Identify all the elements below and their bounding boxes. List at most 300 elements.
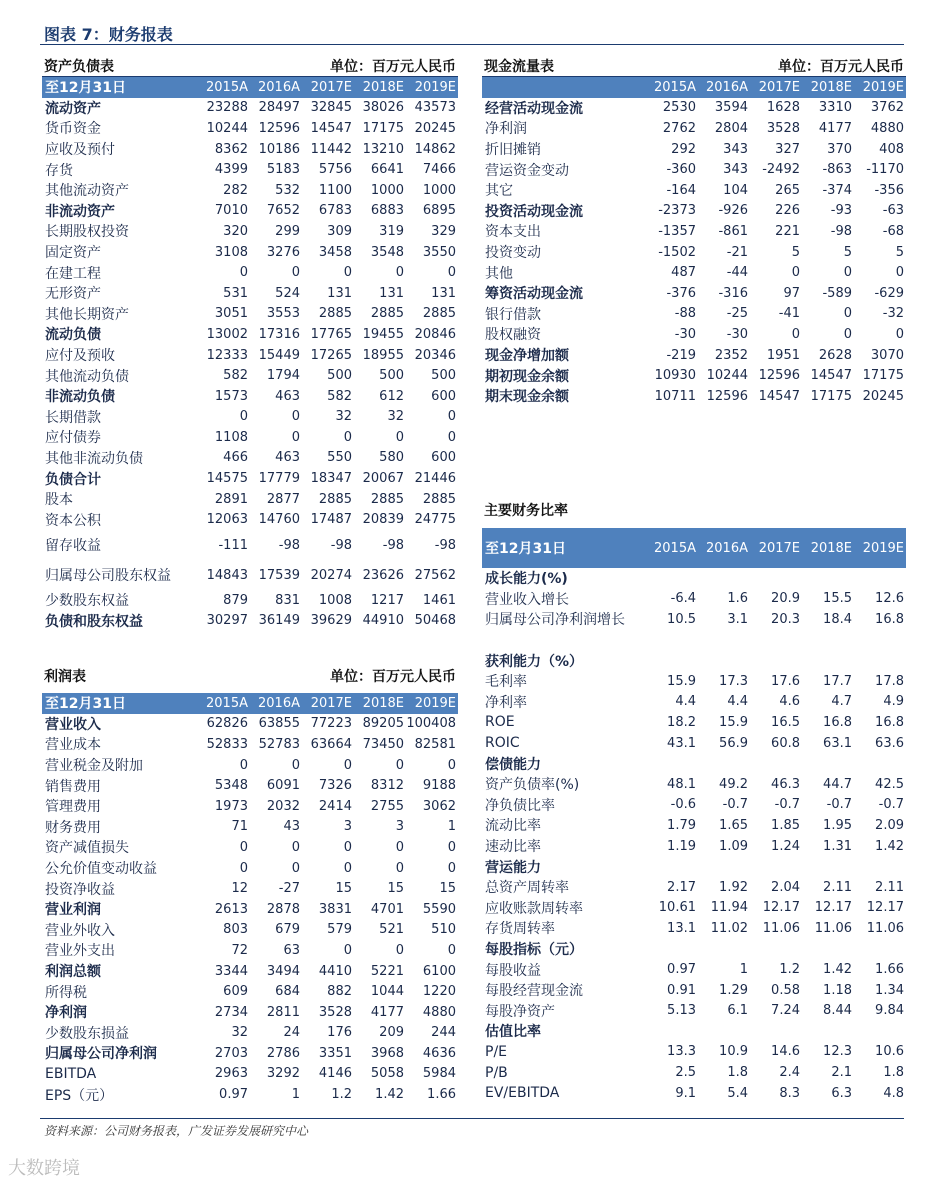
cell-value: 14547 [758,388,800,404]
cell-value: 15 [335,881,352,897]
cell-value: 3594 [714,100,748,116]
cell-value: -98 [830,223,852,239]
table-row [482,774,906,795]
row-label: 折旧摊销 [485,142,541,159]
cell-value: -0.7 [774,797,800,813]
cell-value: 77223 [310,716,352,732]
table-row [42,1064,458,1085]
cell-value: 3 [395,819,404,835]
ratios-table [482,528,906,1103]
table-row [42,180,458,201]
table-row [482,959,906,980]
cell-value: 39629 [310,613,352,629]
cell-value: -164 [666,182,696,198]
cell-value [698,939,750,960]
table-row [42,940,458,961]
cell-value: 1044 [370,984,404,1000]
cell-value: 0 [395,757,404,773]
row-label: 负债和股东权益 [45,613,143,630]
row-label: 期初现金余额 [485,368,569,385]
cell-value: 1.2 [331,1087,352,1103]
row-label: 毛利率 [485,674,527,691]
cell-value: 2703 [214,1045,248,1061]
cell-value: 609 [223,984,248,1000]
cell-value: 1.85 [771,817,800,833]
cell-value: 600 [431,388,456,404]
cell-value: 2885 [422,491,456,507]
table-row [42,775,458,796]
table-row [42,714,458,735]
table-row [482,898,906,919]
cell-value: 500 [327,368,352,384]
cell-value: 319 [379,223,404,239]
table-row [42,468,458,489]
table-row [42,899,458,920]
cell-value: 2015A [198,77,250,98]
cell-value: 131 [379,285,404,301]
table-row [42,530,458,560]
cell-value: 17316 [258,326,300,342]
cell-value: 20245 [414,120,456,136]
table-row [42,755,458,776]
row-label: 投资净收益 [45,881,115,898]
table-row [42,98,458,119]
cell-value: 16.8 [875,611,904,627]
cell-value: 38026 [362,100,404,116]
table-row [482,712,906,733]
cell-value: 8.3 [779,1085,800,1101]
table-row [42,920,458,941]
cell-value: 23626 [362,567,404,583]
cell-value: 0 [343,860,352,876]
cell-value: 2885 [318,491,352,507]
cell-value: 463 [275,388,300,404]
cell-value: 0 [291,409,300,425]
cell-value: 684 [275,984,300,1000]
cell-value: 2017E [750,77,802,98]
income-table [42,693,458,1105]
table-row [482,324,906,345]
cell-value: 12.6 [875,591,904,607]
cell-value: 12.17 [762,900,800,916]
cell-value: -2373 [658,203,696,219]
cell-value: 63664 [310,736,352,752]
cell-value: -88 [674,306,696,322]
row-label: 流动比率 [485,818,541,835]
cell-value: 28497 [258,100,300,116]
cell-value: 2613 [214,901,248,917]
cell-value: 0 [843,306,852,322]
row-label: 期末现金余额 [485,389,569,406]
cell-value: 2016A [698,77,750,98]
cell-value: 4.9 [883,694,904,710]
row-label: 每股净资产 [485,1003,555,1020]
cell-value: 2352 [714,347,748,363]
row-label: 非流动资产 [45,203,115,220]
cell-value: 12.17 [866,900,904,916]
cell-value: -356 [874,182,904,198]
cell-value: 5.4 [727,1085,748,1101]
cell-value [802,1021,854,1042]
cell-value [698,1021,750,1042]
cell-value [802,753,854,774]
row-label: 速动比率 [485,839,541,856]
cell-value: 0 [395,265,404,281]
cell-value: 2.5 [675,1065,696,1081]
cell-value: -0.7 [878,797,904,813]
cell-value: 0 [239,860,248,876]
cell-value: 10.9 [719,1044,748,1060]
cell-value: 4701 [370,901,404,917]
cell-value: 4146 [318,1066,352,1082]
row-label: 固定资产 [45,245,101,262]
cell-value: 17265 [310,347,352,363]
cell-value: 0 [291,265,300,281]
row-label: 流动资产 [45,100,101,117]
cell-value: 612 [379,388,404,404]
cell-value: 11442 [310,141,352,157]
cell-value: 6091 [266,778,300,794]
cell-value: 4177 [370,1004,404,1020]
cell-value: -98 [330,537,352,553]
cell-value [646,1021,698,1042]
cell-value: -863 [822,162,852,178]
section-header-row [482,1021,906,1042]
cell-value: 32845 [310,100,352,116]
cell-value: 4636 [422,1045,456,1061]
cell-value: 13210 [362,141,404,157]
cell-value: 48.1 [667,776,696,792]
cell-value: 0 [343,942,352,958]
cell-value: 532 [275,182,300,198]
cell-value: 0 [447,429,456,445]
table-row [482,630,906,651]
section-header-row [482,856,906,877]
row-label: 营运资金变动 [485,162,569,179]
cell-value: 12063 [206,512,248,528]
cell-value: 1.42 [875,838,904,854]
cell-value: -0.7 [722,797,748,813]
row-label: 存货周转率 [485,921,555,938]
cell-value: 292 [671,141,696,157]
cell-value: 11.06 [866,920,904,936]
table-row [482,242,906,263]
cell-value: 14.6 [771,1044,800,1060]
cell-value [698,568,750,589]
cell-value: 18.4 [823,611,852,627]
cell-value: -1170 [866,162,904,178]
cell-value: 0 [291,860,300,876]
cell-value: 0 [447,942,456,958]
cell-value: 43 [283,819,300,835]
cell-value: 831 [275,592,300,608]
row-label: 销售费用 [45,778,101,795]
table-row [482,692,906,713]
cell-value: 12596 [758,368,800,384]
cell-value: -6.4 [670,591,696,607]
cell-value: 0 [447,265,456,281]
row-label: 留存收益 [45,538,101,555]
ratios-panel [482,528,906,1103]
cell-value: 0 [843,326,852,342]
cell-value: 1008 [318,592,352,608]
table-row [42,304,458,325]
cell-value: 4177 [818,120,852,136]
table-row [42,139,458,160]
cell-value: 46.3 [771,776,800,792]
cell-value: 2804 [714,120,748,136]
cell-value: 0.58 [771,982,800,998]
row-label: 营业外收入 [45,922,115,939]
cell-value: -25 [726,306,748,322]
balance-sheet-header [42,54,458,77]
cell-value: 6783 [318,203,352,219]
row-label: 资本支出 [485,224,541,241]
table-row [42,407,458,428]
cell-value: 0 [395,942,404,958]
cell-value: 14843 [206,567,248,583]
cell-value: -93 [830,203,852,219]
cell-value: 582 [327,388,352,404]
cell-value: 2016A [698,528,750,568]
cell-value: 265 [775,182,800,198]
cell-value: 3762 [870,100,904,116]
row-label: 至12月31日 [482,528,646,568]
cell-value: 23288 [206,100,248,116]
row-label: 应收及预付 [45,142,115,159]
cell-value: 2885 [422,306,456,322]
table-row [42,961,458,982]
cell-value [802,630,854,651]
row-label: 营业利润 [45,902,101,919]
cell-value: 803 [223,922,248,938]
cell-value: 0 [343,839,352,855]
cell-value: 1 [447,819,456,835]
row-label: 所得税 [45,984,87,1001]
cell-value: 10.5 [667,611,696,627]
table-row [42,448,458,469]
cell-value: 10.61 [658,900,696,916]
cell-value: 0 [291,429,300,445]
cell-value: 15.9 [719,714,748,730]
table-row [482,1000,906,1021]
cell-value: 1.66 [875,962,904,978]
cell-value: 43.1 [667,735,696,751]
cell-value: 1.31 [823,838,852,854]
cell-value: 4880 [870,120,904,136]
table-row [42,878,458,899]
cell-value: 3494 [266,963,300,979]
cell-value: 2017E [750,528,802,568]
table-row [482,345,906,366]
cell-value: 1.34 [875,982,904,998]
row-label: 投资活动现金流 [485,203,583,220]
cell-value: 1.66 [427,1087,456,1103]
cell-value: 579 [327,922,352,938]
row-label: 归属母公司股东权益 [45,568,171,585]
cell-value: 370 [827,141,852,157]
cell-value: 1.95 [823,817,852,833]
cell-value: 18347 [310,471,352,487]
table-row [482,1042,906,1063]
cell-value: 63.1 [823,735,852,751]
cell-value: 1.29 [719,982,748,998]
cell-value: 2.4 [779,1065,800,1081]
cell-value: 309 [327,223,352,239]
cell-value: 0 [239,409,248,425]
cell-value: 1973 [214,798,248,814]
cell-value: 550 [327,450,352,466]
cell-value: 2018E [354,77,406,98]
cell-value [854,568,906,589]
source-note: 资料来源：公司财务报表，广发证券发展研究中心 [44,1124,309,1138]
table-row [42,1023,458,1044]
cell-value: 3528 [766,120,800,136]
cell-value: 1.79 [667,817,696,833]
cell-value: 0 [343,265,352,281]
table-row [42,345,458,366]
cell-value: 8.44 [823,1003,852,1019]
cell-value: 0 [447,757,456,773]
cell-value: 0 [395,860,404,876]
cell-value: 4880 [422,1004,456,1020]
cell-value: 18955 [362,347,404,363]
row-label: 股权融资 [485,327,541,344]
cell-value: 14862 [414,141,456,157]
table-row [42,159,458,180]
cell-value: 6895 [422,203,456,219]
cell-value: 13002 [206,326,248,342]
row-label: 营业收入 [45,716,101,733]
row-label: 存货 [45,162,73,179]
cell-value: -98 [434,537,456,553]
cell-value: 2530 [662,100,696,116]
cell-value: 6.1 [727,1003,748,1019]
period-header-row [42,77,458,98]
cell-value: -63 [882,203,904,219]
cell-value: 2414 [318,798,352,814]
table-row [42,242,458,263]
row-label: 其他 [485,265,513,282]
cell-value: 500 [379,368,404,384]
cell-value: 2786 [266,1045,300,1061]
cell-value: 32 [231,1025,248,1041]
cell-value: 2015A [646,528,698,568]
cell-value: 44.7 [823,776,852,792]
cell-value: -68 [882,223,904,239]
row-label: EBITDA [45,1065,97,1082]
cell-value: 20839 [362,512,404,528]
balance-sheet-table [42,77,458,631]
cell-value: 12 [231,881,248,897]
cell-value: -21 [726,244,748,260]
cell-value: 7.24 [771,1003,800,1019]
cell-value: 8362 [214,141,248,157]
cell-value [802,856,854,877]
cell-value: 0 [895,265,904,281]
cell-value: 1.65 [719,817,748,833]
cashflow-panel [482,54,906,407]
cell-value: 2018E [354,693,406,714]
cell-value: -360 [666,162,696,178]
cell-value: 63855 [258,716,300,732]
cell-value: 524 [275,285,300,301]
cell-value: 1 [739,962,748,978]
cell-value: 2.17 [667,879,696,895]
cell-value: 3.1 [727,611,748,627]
cell-value: 1.8 [883,1065,904,1081]
cell-value: 2755 [370,798,404,814]
cell-value [750,1021,802,1042]
row-label: P/B [485,1064,508,1081]
table-row [42,817,458,838]
table-row [482,304,906,325]
cell-value: 15449 [258,347,300,363]
cell-value [750,856,802,877]
cell-value: 12333 [206,347,248,363]
cell-value: 2019E [406,77,458,98]
balance-sheet-title: 资产负债表 [44,59,114,75]
cell-value: 14547 [310,120,352,136]
cell-value: 0 [395,839,404,855]
watermark: 大数跨境 [8,1158,80,1179]
row-label: 其他非流动负债 [45,450,143,467]
cell-value: 0.97 [667,962,696,978]
table-row [482,262,906,283]
row-label: 总资产周转率 [485,880,569,897]
row-label: 其它 [485,183,513,200]
cell-value: 2885 [370,306,404,322]
cell-value: 11.06 [814,920,852,936]
row-label: 长期股权投资 [45,224,129,241]
table-row [482,201,906,222]
row-label: ROIC [485,735,520,752]
cell-value: 4399 [214,162,248,178]
cell-value: 221 [775,223,800,239]
cell-value: 10.6 [875,1044,904,1060]
cell-value: 10244 [706,368,748,384]
cell-value: 343 [723,162,748,178]
cell-value: 3550 [422,244,456,260]
cell-value: 63.6 [875,735,904,751]
cell-value: -30 [674,326,696,342]
balance-sheet-unit: 单位：百万元人民币 [330,59,456,75]
income-unit: 单位：百万元人民币 [330,669,456,685]
table-row [42,1043,458,1064]
cell-value: 15.5 [823,591,852,607]
cell-value: 5 [843,244,852,260]
cell-value: 104 [723,182,748,198]
table-row [42,283,458,304]
cell-value: -376 [666,285,696,301]
row-label: 每股收益 [485,962,541,979]
table-row [482,589,906,610]
year-header-row [482,77,906,98]
cell-value: 11.06 [762,920,800,936]
cell-value: -32 [882,306,904,322]
cell-value: 3070 [870,347,904,363]
cell-value: 20245 [862,388,904,404]
cell-value [698,753,750,774]
cell-value: 0 [791,265,800,281]
table-row [42,118,458,139]
row-label: EPS（元） [45,1087,114,1104]
cell-value: 0 [395,429,404,445]
table-row [482,671,906,692]
cell-value: 5183 [266,162,300,178]
cell-value: 12.17 [814,900,852,916]
cell-value: 36149 [258,613,300,629]
